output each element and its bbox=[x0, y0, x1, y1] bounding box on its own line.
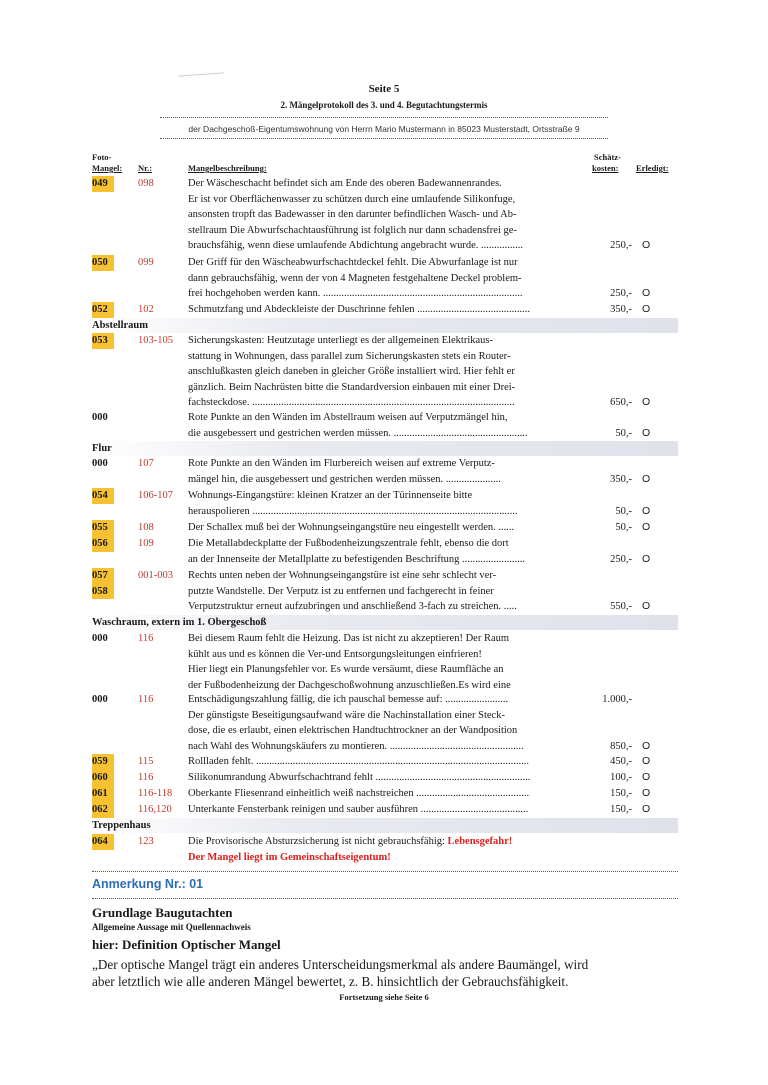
estimated-cost: 1.000,- bbox=[602, 694, 632, 705]
description-line: frei hochgehoben werden kann. ............................................................................ bbox=[188, 288, 523, 300]
defect-description bbox=[188, 802, 608, 818]
defect-number: 001-003 bbox=[138, 570, 173, 581]
document-subtitle: 2. Mängelprotokoll des 3. und 4. Begutachtungstermis bbox=[280, 100, 488, 110]
defect-description bbox=[188, 520, 608, 536]
description-line: Silikonumrandung Abwurfschachtrand fehlt ........................................................... bbox=[188, 772, 531, 783]
warning-text: Lebensgefahr! bbox=[447, 836, 513, 847]
description-line: stellraum Die Abwurfschachtausführung ist folglich nur dann schadensfrei ge- bbox=[188, 224, 517, 236]
description-line: anschlußkasten gleich daneben in gleicher Größe installiert wird. Hier fehlt er bbox=[188, 366, 515, 378]
photo-number: 057 bbox=[92, 568, 114, 584]
defect-number: 115 bbox=[138, 756, 154, 767]
defect-number: 116 bbox=[138, 772, 154, 783]
description-line: Rote Punkte an den Wänden im Flurbereich weisen auf extreme Verputz- bbox=[188, 458, 495, 469]
description-line: putzte Wandstelle. Der Verputz ist zu entfernen und fachgerecht in feiner bbox=[188, 585, 494, 597]
estimated-cost: 350,- bbox=[610, 304, 632, 315]
section-header: Abstellraum bbox=[92, 318, 678, 333]
section-header: Waschraum, extern im 1. Obergeschoß bbox=[92, 615, 678, 630]
description-line: nach Wahl des Wohnungskäufers zu montieren. ................................................... bbox=[188, 740, 524, 752]
quote-line: „Der optische Mangel trägt ein anderes Unterscheidungsmerkmal als andere Baumängel, wird bbox=[92, 957, 589, 972]
description-line: Sicherungskasten: Heutzutage unterliegt es der allgemeinen Elektrikaus- bbox=[188, 335, 493, 346]
description-line: Rollladen fehlt. ........................................................................................................ bbox=[188, 756, 529, 767]
continuation-note: Fortsetzung siehe Seite 6 bbox=[339, 992, 429, 1002]
description-line: brauchsfähig, wenn diese umlaufende Abdichtung angebracht wurde. ................ bbox=[188, 240, 524, 252]
defect-description bbox=[188, 770, 608, 786]
done-checkbox[interactable]: O bbox=[642, 739, 651, 752]
defect-number: 098 bbox=[138, 178, 154, 189]
description-line: der Fußbodenheizung der Dachgeschoßwohnung anzuschließen.Es wird eine bbox=[188, 679, 511, 691]
photo-number: 053 bbox=[92, 333, 114, 349]
defect-number: 106-107 bbox=[138, 490, 173, 501]
photo-number: 049 bbox=[92, 176, 114, 192]
photo-number: 062 bbox=[92, 802, 114, 818]
photo-number: 000 bbox=[92, 412, 108, 423]
estimated-cost: 250,- bbox=[610, 553, 632, 565]
description-text: Die Provisorische Absturzsicherung ist nicht gebrauchsfähig: bbox=[188, 836, 448, 847]
defect-number: 116 bbox=[138, 633, 154, 644]
description-line: Rechts unten neben der Wohnungseingangstüre ist eine sehr schlecht ver- bbox=[188, 570, 497, 581]
description-line: Der Schallex muß bei der Wohnungseingangstüre neu eingestellt werden. ...... bbox=[188, 522, 515, 533]
defect-description bbox=[188, 568, 608, 615]
defect-description bbox=[188, 754, 608, 770]
description-line: ansonsten tropft das Badewasser in den darunter befindlichen Wasch- und Ab- bbox=[188, 209, 517, 221]
photo-number: 056 bbox=[92, 536, 114, 552]
photo-number: 052 bbox=[92, 302, 114, 318]
description-line: an der Innenseite der Metallplatte zu befestigenden Beschriftung ........................ bbox=[188, 553, 526, 565]
description-line: kühlt aus und es können die Ver-und Entsorgungsleitungen einfrieren! bbox=[188, 648, 482, 660]
description-line: Der Wäscheschacht befindet sich am Ende des oberen Badewannenrandes. bbox=[188, 178, 502, 189]
photo-number: 000 bbox=[92, 694, 108, 705]
quote-line: aber letztlich wie alle anderen Mängel bewertet, z. B. hinsichtlich der Gebrauchsfähigkeit. bbox=[92, 974, 569, 989]
description-line: herauspolieren ..................................................................................................... bbox=[188, 505, 518, 517]
defect-number: 116,120 bbox=[138, 804, 172, 815]
description-line: Er ist vor Oberflächenwasser zu schützen durch eine umlaufende Silikonfuge, bbox=[188, 193, 516, 205]
defect-description bbox=[188, 333, 608, 411]
done-checkbox[interactable]: O bbox=[642, 504, 651, 517]
done-checkbox[interactable]: O bbox=[642, 287, 651, 300]
estimated-cost: 150,- bbox=[610, 788, 632, 799]
description-line: Der Griff für den Wäscheabwurfschachtdeckel fehlt. Die Abwurfanlage ist nur bbox=[188, 257, 518, 268]
property-address: der Dachgeschoß-Eigentumswohnung von Herrn Mario Mustermann in 85023 Musterstadt, Ortsstraße 9 bbox=[188, 124, 580, 134]
note-heading: Anmerkung Nr.: 01 bbox=[92, 877, 204, 891]
description-line: Verputzstruktur erneut aufzubringen und anschließend 3-fach zu streichen. ..... bbox=[188, 601, 517, 613]
done-checkbox[interactable]: O bbox=[642, 303, 651, 315]
section-header: Treppenhaus bbox=[92, 818, 678, 833]
defect-description bbox=[188, 536, 608, 567]
photo-number: 064 bbox=[92, 834, 114, 850]
defect-number: 123 bbox=[138, 836, 154, 847]
done-checkbox[interactable]: O bbox=[642, 771, 651, 783]
done-checkbox[interactable]: O bbox=[642, 803, 651, 815]
defect-description bbox=[188, 834, 608, 865]
description-line: Die Metallabdeckplatte der Fußbodenheizungszentrale fehlt, ebenso die dort bbox=[188, 538, 509, 549]
defect-description bbox=[188, 302, 608, 318]
description-line: die ausgebessert und gestrichen werden müssen. ................................................... bbox=[188, 427, 528, 439]
column-cost-label-2: kosten: bbox=[592, 163, 619, 173]
photo-number: 060 bbox=[92, 770, 114, 786]
done-checkbox[interactable]: O bbox=[642, 239, 651, 252]
defect-description bbox=[188, 488, 608, 519]
estimated-cost: 350,- bbox=[610, 473, 632, 485]
description-line bbox=[188, 850, 608, 866]
column-nr-label: Nr.: bbox=[138, 163, 153, 173]
page-number: Seite 5 bbox=[368, 83, 400, 95]
description-line: Der günstigste Beseitigungsaufwand wäre die Nachinstallation einer Steck- bbox=[188, 709, 505, 721]
done-checkbox[interactable]: O bbox=[642, 396, 651, 409]
defect-description bbox=[188, 176, 608, 254]
estimated-cost: 850,- bbox=[610, 740, 632, 752]
description-line: dose, die es erlaubt, einen elektrischen Handtuchtrockner an der Wandposition bbox=[188, 725, 518, 737]
done-checkbox[interactable]: O bbox=[642, 472, 651, 485]
column-foto-label-2: Mangel: bbox=[92, 163, 123, 173]
description-line: Schmutzfang und Abdeckleiste der Duschrinne fehlen ........................................... bbox=[188, 304, 531, 315]
defect-number: 108 bbox=[138, 522, 154, 533]
photo-number: 059 bbox=[92, 754, 114, 770]
defect-number: 109 bbox=[138, 538, 154, 549]
estimated-cost: 550,- bbox=[610, 601, 632, 613]
done-checkbox[interactable]: O bbox=[642, 755, 651, 767]
column-cost-label-1: Schätz- bbox=[594, 152, 621, 162]
defect-description bbox=[188, 692, 608, 754]
warning-text: Der Mangel liegt im Gemeinschaftseigentum! bbox=[188, 851, 391, 863]
photo-number: 000 bbox=[92, 458, 108, 469]
estimated-cost: 250,- bbox=[610, 240, 632, 252]
done-checkbox[interactable]: O bbox=[642, 426, 651, 439]
photo-number: 054 bbox=[92, 488, 114, 504]
estimated-cost: 50,- bbox=[615, 505, 632, 517]
estimated-cost: 450,- bbox=[610, 756, 632, 767]
defect-description bbox=[188, 456, 608, 487]
note-quote bbox=[92, 956, 682, 990]
estimated-cost: 50,- bbox=[615, 427, 632, 439]
defect-number: 102 bbox=[138, 304, 154, 315]
done-checkbox[interactable]: O bbox=[642, 787, 651, 799]
column-foto-label-1: Foto- bbox=[92, 152, 112, 162]
estimated-cost: 100,- bbox=[610, 772, 632, 783]
defect-number: 107 bbox=[138, 458, 154, 469]
note-definition: hier: Definition Optischer Mangel bbox=[92, 937, 281, 952]
defect-number: 116-118 bbox=[138, 788, 173, 799]
divider bbox=[92, 898, 678, 899]
defect-description bbox=[188, 631, 608, 693]
description-line: dann gebrauchsfähig, wenn der von 4 Magneten festgehaltene Deckel problem- bbox=[188, 272, 522, 284]
description-line: Hier liegt ein Planungsfehler vor. Es wurde versäumt, diese Raumfläche an bbox=[188, 664, 504, 676]
note-subtitle: Allgemeine Aussage mit Quellennachweis bbox=[92, 922, 251, 932]
description-line: fachsteckdose. .................................................................................................... bbox=[188, 397, 515, 409]
done-checkbox[interactable]: O bbox=[642, 521, 651, 533]
description-line: Bei diesem Raum fehlt die Heizung. Das ist nicht zu akzeptieren! Der Raum bbox=[188, 633, 510, 644]
description-line: Unterkante Fensterbank reinigen und sauber ausführen ......................................... bbox=[188, 804, 529, 815]
column-done-label: Erledigt: bbox=[636, 163, 669, 173]
description-line: Oberkante Fliesenrand einheitlich weiß nachstreichen ........................................... bbox=[188, 788, 530, 799]
divider bbox=[160, 117, 608, 118]
description-line: Wohnungs-Eingangstüre: kleinen Kratzer an der Türinnenseite bitte bbox=[188, 490, 473, 501]
photo-number: 055 bbox=[92, 520, 114, 536]
description-line: Entschädigungszahlung fällig, die ich pauschal bemesse auf: ........................ bbox=[188, 694, 509, 705]
section-header: Flur bbox=[92, 441, 678, 456]
defect-description bbox=[188, 786, 608, 802]
description-line: gänzlich. Beim Nachrüsten bitte die Standardversion einbauen mit einer Drei- bbox=[188, 381, 516, 393]
divider bbox=[92, 871, 678, 872]
description-line: mängel hin, die ausgebessert und gestrichen werden müssen. ..................... bbox=[188, 473, 501, 485]
photo-number: 061 bbox=[92, 786, 114, 802]
description-line bbox=[188, 834, 608, 850]
estimated-cost: 650,- bbox=[610, 397, 632, 409]
divider bbox=[160, 138, 608, 139]
done-checkbox[interactable]: O bbox=[642, 552, 651, 565]
estimated-cost: 50,- bbox=[615, 522, 632, 533]
description-line: Rote Punkte an den Wänden im Abstellraum weisen auf Verputzmängel hin, bbox=[188, 412, 508, 423]
estimated-cost: 250,- bbox=[610, 288, 632, 300]
defect-number: 116 bbox=[138, 694, 154, 705]
photo-number: 000 bbox=[92, 633, 108, 644]
defect-number: 099 bbox=[138, 257, 154, 268]
column-description-label: Mangelbeschreibung: bbox=[188, 163, 267, 173]
pencil-mark bbox=[178, 72, 224, 76]
note-title: Grundlage Baugutachten bbox=[92, 905, 233, 920]
defect-description bbox=[188, 410, 608, 441]
description-line: stattung in Wohnungen, dass parallel zum Sicherungskasten stets ein Router- bbox=[188, 350, 511, 362]
photo-number: 058 bbox=[92, 584, 114, 600]
done-checkbox[interactable]: O bbox=[642, 600, 651, 613]
defect-description bbox=[188, 255, 608, 302]
estimated-cost: 150,- bbox=[610, 804, 632, 815]
defect-number: 103-105 bbox=[138, 335, 173, 346]
photo-number: 050 bbox=[92, 255, 114, 271]
